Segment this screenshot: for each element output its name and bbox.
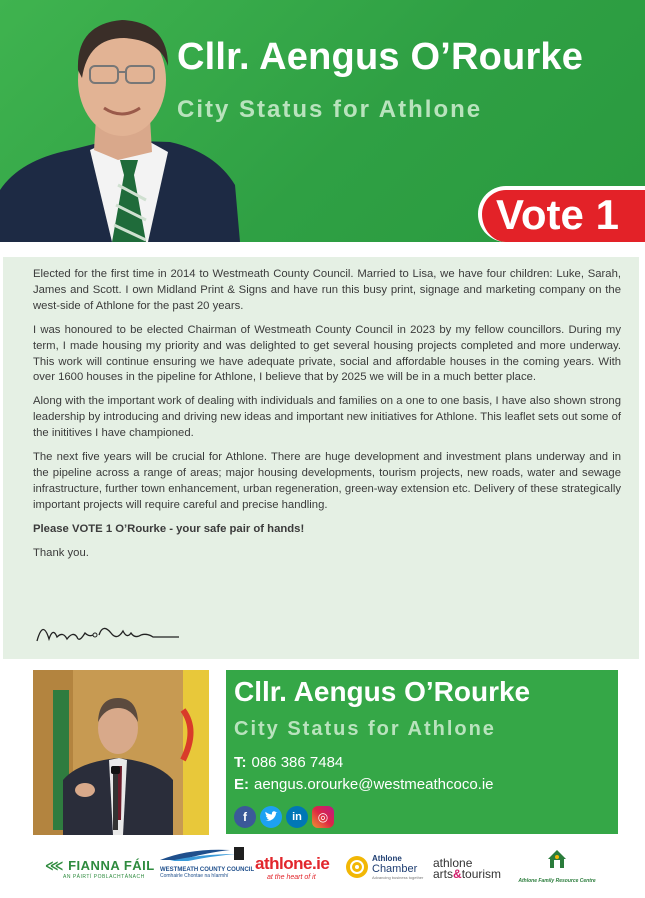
statement-paragraph-4: The next five years will be crucial for Athlone. There are huge development and investment plans underway and in the pipeline across a range of areas; major housing developments, tourism projects, new roads, water and sewage infrastructure, further town enhancement, urban regeneration, green-way extension etc. Delivery of these strategically important projects will require careful and precise handling. [33,451,621,511]
family-resource-centre-logo: Athlone Family Resource Centre [512,848,602,884]
instagram-icon[interactable]: ◎ [312,806,334,828]
fianna-fail-wordmark: ⋘ FIANNA FÁIL [45,858,155,873]
twitter-icon[interactable] [260,806,282,828]
thank-you-text: Thank you. [33,546,89,559]
facebook-icon[interactable]: f [234,806,256,828]
candidate-speaking-photo [33,670,209,835]
harp-icon: ⋘ [45,858,69,873]
contact-slogan: City Status for Athlone [234,718,496,740]
athlone-arts-tourism-logo: athlone arts&tourism [433,856,502,881]
fianna-fail-logo [45,858,155,880]
fianna-fail-tagline: AN PÁIRTÍ POBLACHTÁNACH [63,874,145,880]
contact-email [234,776,494,793]
linkedin-icon[interactable]: in [286,806,308,828]
candidate-statement [3,257,639,659]
phone-number[interactable]: 086 386 7484 [251,754,344,771]
westmeath-county-council-logo: WESTMEATH COUNTY COUNCIL Comhairle Chontae na hIarmhí [160,846,246,879]
statement-paragraph-3: Along with the important work of dealing with individuals and families on a one to one basis, I have also shown strong leadership by introducing and driving new ideas and important new initiatives for Athlone. This leaflet sets out some of the inititives I have championed. [33,395,621,440]
campaign-slogan: City Status for Athlone [177,96,483,123]
social-links [234,806,334,828]
house-emblem-icon [546,848,568,870]
athlone-chamber-logo: Athlone Chamber Advancing business together [345,854,423,880]
email-label: E: [234,776,249,793]
email-address[interactable]: aengus.orourke@westmeathcoco.ie [254,776,494,793]
phone-label: T: [234,754,247,771]
contact-name: Cllr. Aengus O’Rourke [234,676,531,707]
wave-emblem-icon [160,846,246,862]
athlone-ie-logo: athlone.ie at the heart of it [255,854,330,881]
chamber-emblem-icon [345,855,369,879]
sponsor-logo-strip [0,840,645,898]
vote-1-badge: Vote 1 [478,186,645,242]
statement-paragraph-1: Elected for the first time in 2014 to Westmeath County Council. Married to Lisa, we have four children: Luke, Sarah, James and Scott. I own Midland Print & Signs and have run this busy print, signage and marketing company on the west-side of Athlone for the past 20 years. [33,268,621,312]
candidate-name-heading: Cllr. Aengus O’Rourke [177,36,584,78]
statement-paragraph-2: I was honoured to be elected Chairman of Westmeath County Council in 2023 by my fellow councillors. During my term, I made housing my priority and was delighted to get several housing projects completed and more underway. This work will continue ensuring we have adequate private, social and affordable houses in the coming years. With over 1600 houses in the pipeline for Athlone, I believe that by 2025 we will be in a much better place. [33,323,621,384]
header-banner [0,0,645,242]
contact-card [226,670,618,834]
contact-phone [234,754,343,771]
vote-appeal: Please VOTE 1 O’Rourke - your safe pair of hands! [33,522,305,535]
handwritten-signature [33,613,183,649]
